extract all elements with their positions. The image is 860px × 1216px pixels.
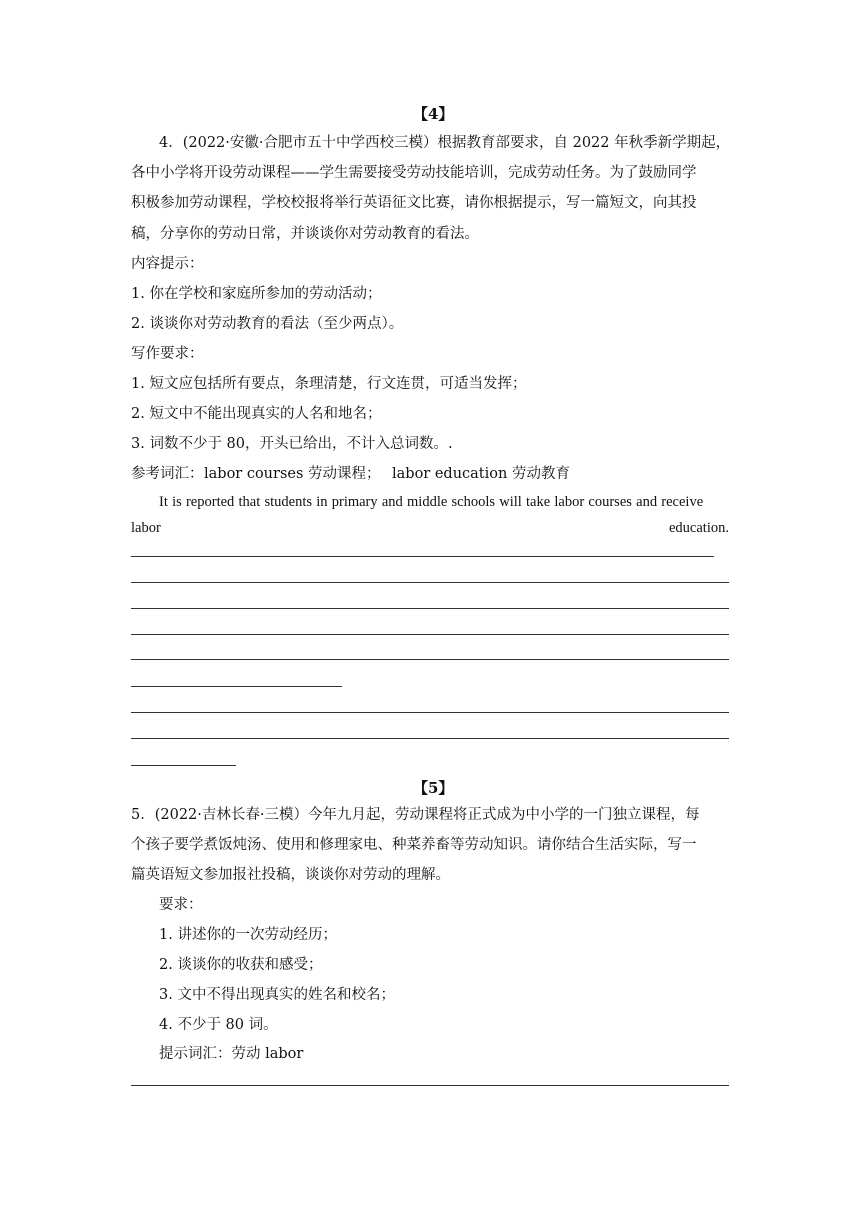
q5-intro-line-2: 个孩子要学煮饭炖汤、使用和修理家电、种菜养畜等劳动知识。请你结合生活实际，写一 [131, 837, 697, 853]
q5-requirement-3: 3. 文中不得出现真实的姓名和校名； [159, 987, 395, 1003]
q4-content-label: 内容提示： [131, 256, 204, 272]
q4-vocab-label: 参考词汇： [131, 466, 204, 482]
q4-opening-line-2 [131, 518, 729, 538]
q4-intro-line-2: 各中小学将开设劳动课程——学生需要接受劳动技能培训，完成劳动任务。为了鼓励同学 [131, 165, 697, 181]
q4-intro-line-4: 稿，分享你的劳动日常，并谈谈你对劳动教育的看法。 [131, 226, 479, 242]
q4-answer-line-9 [131, 765, 236, 766]
q4-answer-line-6 [131, 686, 342, 687]
q4-answer-line-7 [131, 712, 729, 713]
q4-answer-line-2 [131, 582, 729, 583]
q4-opening-word-right: education. [669, 520, 729, 536]
q4-answer-line-4 [131, 634, 729, 635]
q4-opening-line-1: It is reported that students in primary and middle schools will take labor courses and receive [159, 494, 704, 510]
question-4-heading: 【4】 [413, 105, 454, 123]
question-5-heading: 【5】 [413, 779, 454, 797]
q5-vocab-hint: 提示词汇：劳动 labor [159, 1046, 304, 1062]
q5-requirement-4: 4. 不少于 80 词。 [159, 1017, 278, 1033]
q4-answer-line-1 [131, 556, 714, 557]
q5-requirement-1: 1. 讲述你的一次劳动经历； [159, 927, 337, 943]
q4-content-item-2: 2. 谈谈你对劳动教育的看法（至少两点）。 [131, 316, 404, 332]
q4-vocab-2: labor education 劳动教育 [392, 466, 570, 482]
q4-opening-word-left: labor [131, 520, 161, 536]
q4-writing-label: 写作要求： [131, 346, 204, 362]
q5-requirement-2: 2. 谈谈你的收获和感受； [159, 957, 323, 973]
q4-writing-item-1: 1. 短文应包括所有要点，条理清楚，行文连贯，可适当发挥； [131, 376, 527, 392]
q4-writing-item-3: 3. 词数不少于 80，开头已给出，不计入总词数。. [131, 436, 453, 452]
q5-answer-line-1 [131, 1085, 729, 1086]
q4-intro-line-1: 4．(2022·安徽·合肥市五十中学西校三模）根据教育部要求，自 2022 年秋季新学期起， [159, 135, 731, 151]
q4-answer-line-8 [131, 738, 729, 739]
q4-vocab-1: labor courses 劳动课程； [204, 466, 381, 482]
q5-requirements-label: 要求： [159, 897, 203, 913]
q4-answer-line-5 [131, 659, 729, 660]
q5-intro-line-3: 篇英语短文参加报社投稿，谈谈你对劳动的理解。 [131, 867, 450, 883]
q4-answer-line-3 [131, 608, 729, 609]
q5-intro-line-1: 5．(2022·吉林长春·三模）今年九月起，劳动课程将正式成为中小学的一门独立课程，每 [131, 807, 700, 823]
q4-intro-line-3: 积极参加劳动课程，学校校报将举行英语征文比赛，请你根据提示，写一篇短文，向其投 [131, 195, 697, 211]
q4-content-item-1: 1. 你在学校和家庭所参加的劳动活动； [131, 286, 382, 302]
q4-writing-item-2: 2. 短文中不能出现真实的人名和地名； [131, 406, 382, 422]
